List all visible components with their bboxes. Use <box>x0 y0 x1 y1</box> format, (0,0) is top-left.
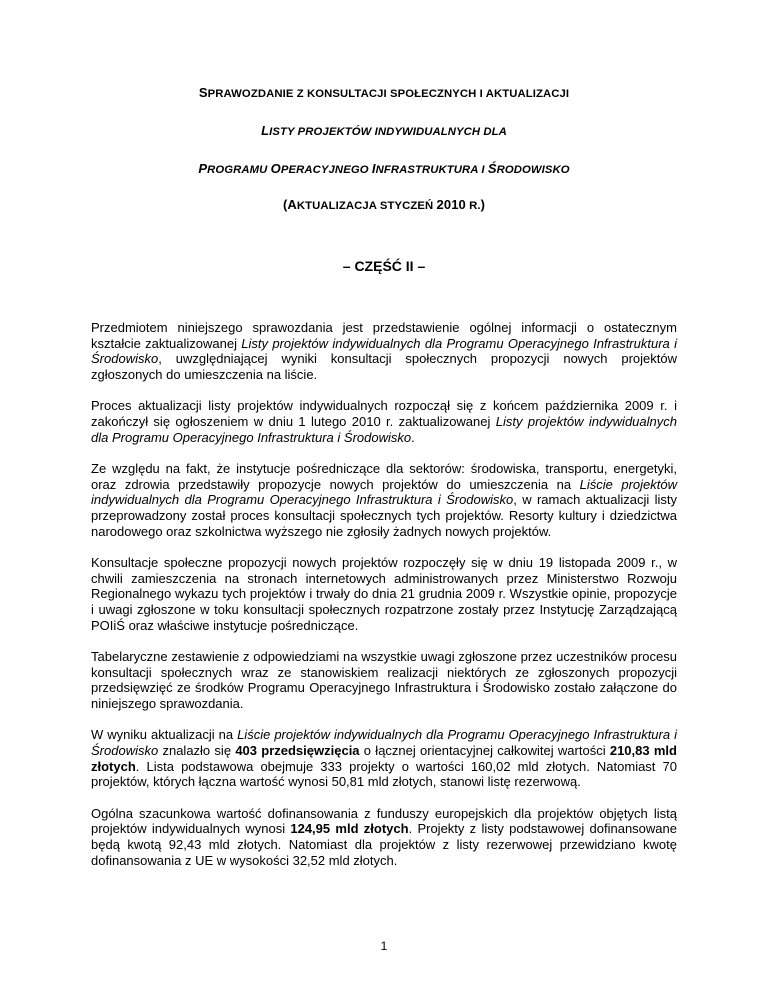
body-paragraph <box>91 555 677 633</box>
paragraph-text: Ogólna szacunkowa wartość dofinansowania z funduszy europejskich dla projektów objętych listą projektów indywidualnych wynosi <box>91 805 677 837</box>
paragraph-text: Ze względu na fakt, że instytucje pośredniczące dla sektorów: środowiska, transportu, energetyki, oraz zdrowia przedstawiły propozycje nowych projektów do umieszczenia na <box>91 461 677 492</box>
part-heading: – CZĘŚĆ II – <box>342 258 426 274</box>
title-cap: S <box>198 85 208 100</box>
italic-text: Listy projektów indywidualnych dla Programu Operacyjnego Infrastruktura i Środowisko <box>91 413 677 445</box>
report-title-line-1 <box>0 85 768 100</box>
title-text: KTUALIZACJA STYCZEŃ <box>296 200 437 212</box>
title-cap: O <box>270 161 281 176</box>
paragraph-text: o łącznej orientacyjnej całkowitej wartości <box>359 743 610 759</box>
title-text: NFRASTRUKTURA I <box>375 164 488 176</box>
paragraph-text: . Lista podstawowa obejmuje 333 projekty o wartości 160,02 mld złotych. Natomiast 70 projektów, których łączna wartość wynosi 50,81 mld złotych, stanowi listę rezerwową. <box>91 758 677 790</box>
paragraph-text: . <box>411 429 415 445</box>
title-cap: Ś <box>487 161 497 176</box>
paragraph-text: , uwzględniającej wyniki konsultacji społecznych propozycji nowych projektów zgłoszonych do umieszczenia na liście. <box>91 351 677 382</box>
bold-text: 210,83 mld złotych <box>91 743 677 774</box>
title-cap: I <box>371 161 376 176</box>
body-paragraph <box>91 461 677 539</box>
report-body <box>91 320 677 884</box>
paragraph-text: Proces aktualizacji listy projektów indywidualnych rozpoczął się z końcem października 2009 r. i zakończył się ogłoszeniem w dniu 1 lutego 2010 r. zaktualizowanej <box>91 398 677 429</box>
title-cap: ) <box>480 197 486 212</box>
italic-text: Liście projektów indywidualnych dla Programu Operacyjnego Infrastruktura i Środowisko <box>91 476 677 508</box>
title-cap: (A <box>282 197 297 212</box>
italic-text: Liście projektów indywidualnych dla Programu Operacyjnego Infrastruktura i Środowisko <box>91 727 677 759</box>
paragraph-text: Konsultacje społeczne propozycji nowych projektów rozpoczęły się w dniu 19 listopada 2009 r., w chwili zamieszczenia na stronach internetowych administrowanych przez Ministerstwo Rozwoju Regionalnego wykazu tych projektów i trwały do dnia 21 grudnia 2009 r. Wszystkie opinie, propozycje i uwagi zgłoszone w toku konsultacji społecznych rozpatrzone zostały przez Instytucję Zarządzającą POIiŚ oraz właściwe instytucje pośredniczące. <box>91 555 677 633</box>
body-paragraph <box>91 320 677 382</box>
title-cap: P <box>198 161 208 176</box>
page-number: 1 <box>380 939 388 953</box>
paragraph-text: , w ramach aktualizacji listy przeprowadzony został proces konsultacji społecznych tych projektów. Resorty kultury i dziedzictwa narodowego oraz szkolnictwa wyższego nie zgłosiły żadnych nowych projektów. <box>91 492 677 539</box>
body-paragraph <box>91 649 677 711</box>
bold-text: 124,95 mld złotych <box>290 821 409 837</box>
title-text: PERACYJNEGO <box>280 164 372 176</box>
report-title-line-4 <box>0 197 768 212</box>
title-text: RODOWISKO <box>496 164 570 176</box>
bold-text: 403 przedsięwzięcia <box>235 743 360 759</box>
title-text: PRAWOZDANIE Z KONSULTACJI SPOŁECZNYCH I AKTUALIZACJI <box>207 88 570 100</box>
paragraph-text: Tabelaryczne zestawienie z odpowiedziami na wszystkie uwagi zgłoszone przez uczestników procesu konsultacji społecznych wraz ze stanowiskiem realizacji niektórych ze zgłoszonych propozycji przedsięwzięć ze środków Programu Operacyjnego Infrastruktura i Środowisko zostało załączone do niniejszego sprawozdania. <box>91 649 677 711</box>
paragraph-text: . Projekty z listy podstawowej dofinansowane będą kwotą 92,43 mld złotych. Natomiast dla projektów z listy rezerwowej przewidziano kwotę dofinansowania z UE w wysokości 32,52 mld złotych. <box>91 821 677 868</box>
italic-text: Listy projektów indywidualnych dla Programu Operacyjnego Infrastruktura i Środowisko <box>91 335 677 367</box>
report-title-line-3 <box>0 161 768 176</box>
paragraph-text: Przedmiotem niniejszego sprawozdania jest przedstawienie ogólnej informacji o ostatecznym kształcie zaktualizowanej <box>91 320 677 351</box>
body-paragraph <box>91 806 677 868</box>
paragraph-text: znalazło się <box>158 743 236 759</box>
body-paragraph <box>91 727 677 789</box>
paragraph-text: W wyniku aktualizacji na <box>91 727 238 743</box>
title-cap: L <box>261 123 270 138</box>
title-text: R. <box>465 200 481 212</box>
title-text: ROGRAMU <box>207 164 271 176</box>
body-paragraph <box>91 398 677 445</box>
report-title-line-2 <box>0 123 768 138</box>
title-text: ISTY PROJEKTÓW INDYWIDUALNYCH DLA <box>269 126 507 138</box>
title-cap: 2010 <box>436 197 466 212</box>
